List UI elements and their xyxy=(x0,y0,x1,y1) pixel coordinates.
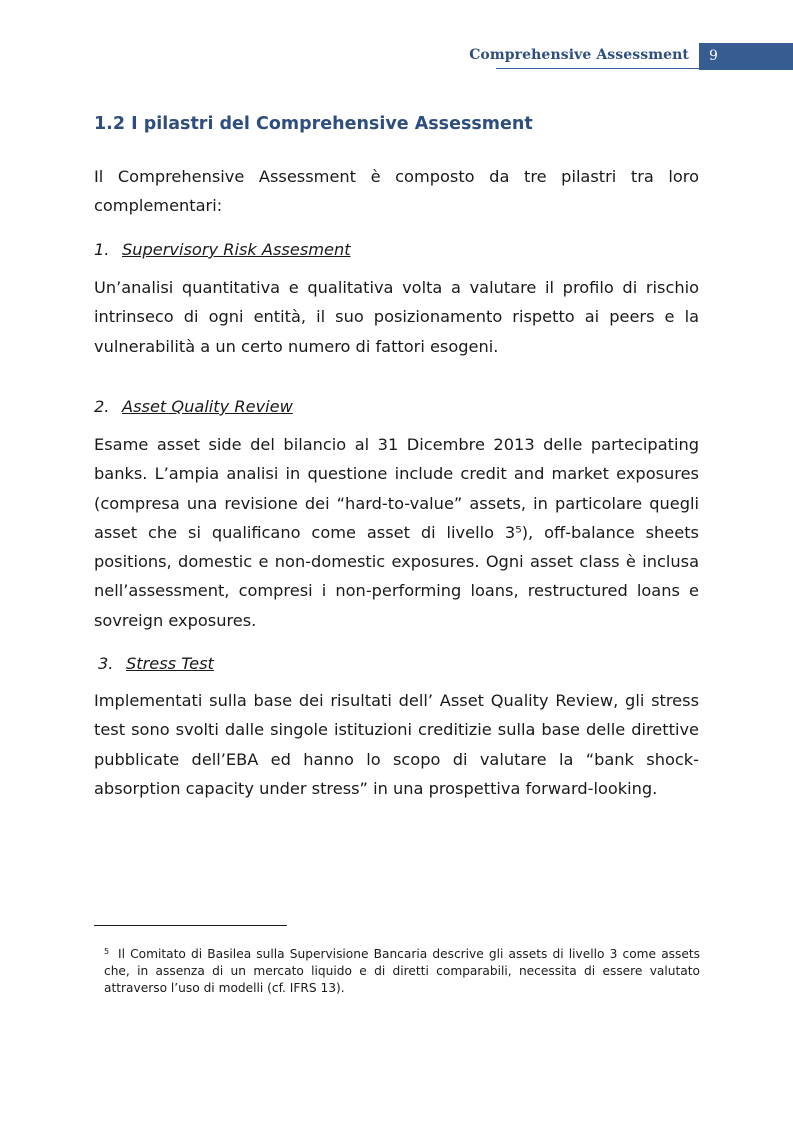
page-number-box xyxy=(699,43,793,70)
footnote xyxy=(104,944,700,996)
item-2-heading xyxy=(94,397,293,416)
item-3-title: Stress Test xyxy=(126,654,214,673)
item-2-title: Asset Quality Review xyxy=(122,397,293,416)
footnote-separator xyxy=(94,925,287,926)
item-1-paragraph: Un’analisi quantitativa e qualitativa volta a valutare il profilo di rischio intrinseco di ogni entità, il suo posizionamento rispetto ai peers e la vulnerabilità a un certo numero di fattori esogeni. xyxy=(94,278,699,356)
section-heading: 1.2 I pilastri del Comprehensive Assessment xyxy=(94,114,533,134)
item-2-number: 2. xyxy=(94,397,110,416)
item-2-paragraph: Esame asset side del bilancio al 31 Dicembre 2013 delle partecipating banks. L’ampia analisi in questione include credit and market exposures (compresa una revisione dei “hard-to-value” assets, in particolare quegli asset che si qualificano come asset di livello 3⁵), off-balance sheets positions, domestic e non-domestic exposures. Ogni asset class è inclusa nell’assessment, compresi i non-performing loans, restructured loans e sovreign exposures. xyxy=(94,435,699,630)
footnote-marker: 5 xyxy=(104,947,110,956)
item-1-number: 1. xyxy=(94,240,110,259)
item-1-heading xyxy=(94,240,351,259)
item-3-number: 3. xyxy=(98,654,114,673)
item-3-paragraph: Implementati sulla base dei risultati dell’ Asset Quality Review, gli stress test sono svolti dalle singole istituzioni creditizie sulla base delle direttive pubblicate dell’EBA ed hanno lo scopo di valutare la “bank shock-absorption capacity under stress” in una prospettiva forward-looking. xyxy=(94,691,699,798)
running-header-title: Comprehensive Assessment xyxy=(469,47,689,63)
header-rule xyxy=(496,68,699,69)
footnote-text: Il Comitato di Basilea sulla Supervisione Bancaria descrive gli assets di livello 3 come assets che, in assenza di un mercato liquido e di diretti comparabili, necessita di essere valutato attraverso l’uso di modelli (cf. IFRS 13). xyxy=(104,947,700,995)
item-1-title: Supervisory Risk Assesment xyxy=(122,240,351,259)
page-number: 9 xyxy=(709,48,718,64)
item-3-heading xyxy=(98,654,214,673)
intro-paragraph: Il Comprehensive Assessment è composto da tre pilastri tra loro complementari: xyxy=(94,167,699,216)
